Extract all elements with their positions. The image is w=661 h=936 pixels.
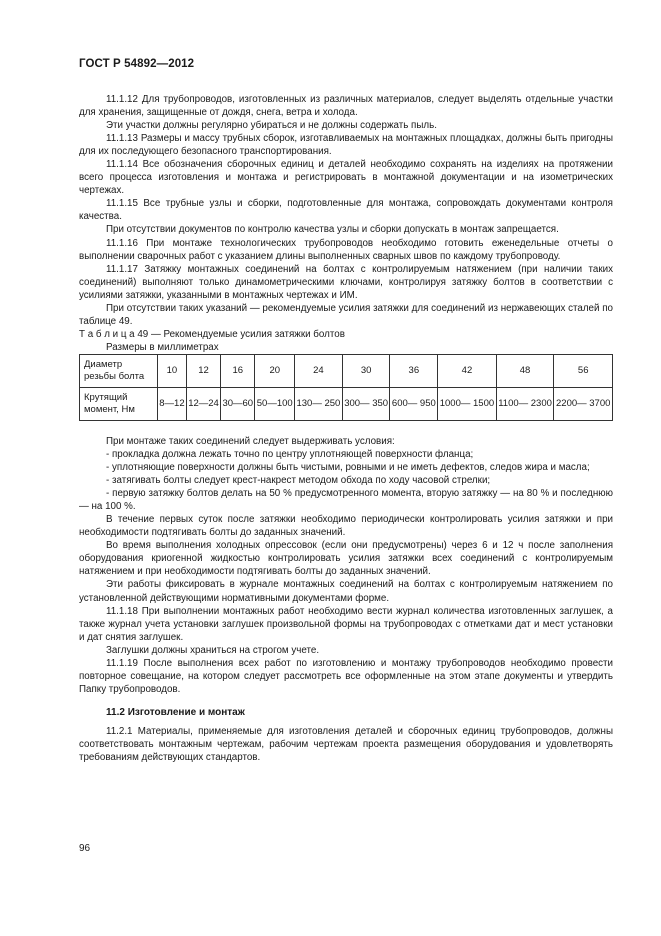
table-cell: 24	[295, 354, 343, 387]
bolt-torque-table	[79, 354, 613, 421]
page-content	[79, 93, 613, 764]
table-units: Размеры в миллиметрах	[106, 341, 219, 353]
table-cell: 30—60	[221, 387, 255, 420]
table-caption	[79, 328, 613, 341]
table-cell: 600— 950	[390, 387, 438, 420]
table-cell: 20	[255, 354, 295, 387]
document-header: ГОСТ Р 54892—2012	[79, 58, 195, 70]
paragraph-11-1-14: 11.1.14 Все обозначения сборочных единиц и деталей необходимо сохранять на изделиях на протяжении всего процесса изготовления и монтажа и регистрировать в монтажной документации и на изометрических чертежах.	[79, 159, 613, 197]
table-cell: 50—100	[255, 387, 295, 420]
paragraph: Заглушки должны храниться на строгом учете.	[106, 644, 320, 656]
list-item: - первую затяжку болтов делать на 50 % предусмотренного момента, вторую затяжку — на 80 % и последнюю — на 100 %.	[79, 488, 613, 513]
paragraph-11-1-12: 11.1.12 Для трубопроводов, изготовленных из различных материалов, следует выделять отдельные участки для хранения, защищенные от дождя, снега, ветра и холода.	[79, 94, 613, 119]
paragraph-11-1-16: 11.1.16 При монтаже технологических трубопроводов необходимо готовить еженедельные отчеты о выполнении сварочных работ с указанием длины выполненных сварных швов по каждому трубопроводу.	[79, 237, 613, 262]
page-number: 96	[79, 843, 91, 854]
table-cell: 300— 350	[342, 387, 390, 420]
table-cell: 30	[342, 354, 390, 387]
list-item: - уплотняющие поверхности должны быть чистыми, ровными и не иметь дефектов, следов жира и масла;	[106, 462, 590, 474]
table-row	[80, 387, 613, 420]
paragraph: В течение первых суток после затяжки необходимо периодически контролировать усилия затяжки и при необходимости подтягивать болты до заданных значений.	[79, 514, 613, 539]
paragraph-11-1-18: 11.1.18 При выполнении монтажных работ необходимо вести журнал количества изготовленных заглушек, а также журнал учета установки заглушек произвольной формы на трубопроводах с отметками дат и мест установки и дат снятия заглушек.	[79, 605, 613, 643]
table-cell: 1100— 2300	[496, 387, 554, 420]
paragraph-11-1-15: 11.1.15 Все трубные узлы и сборки, подготовленные для монтажа, сопровождать документами контроля качества.	[79, 198, 613, 223]
paragraph-11-1-13: 11.1.13 Размеры и массу трубных сборок, изготавливаемых на монтажных площадках, должны быть пригодны для их последующего безопасного транспортирования.	[79, 133, 613, 158]
section-heading: 11.2 Изготовление и монтаж	[106, 706, 245, 718]
table-cell: 56	[554, 354, 613, 387]
table-cell: 16	[221, 354, 255, 387]
list-item: - затягивать болты следует крест-накрест методом обхода по ходу часовой стрелки;	[106, 475, 491, 487]
table-cell: 12—24	[186, 387, 220, 420]
paragraph-11-1-19: 11.1.19 После выполнения всех работ по изготовлению и монтажу трубопроводов необходимо провести повторное совещание, на котором следует рассмотреть все оформленные на этом этапе документы и утвердить Папку трубопроводов.	[79, 657, 613, 695]
table-cell: 12	[186, 354, 220, 387]
paragraph: При отсутствии документов по контролю качества узлы и сборки допускать в монтаж запрещается.	[106, 224, 559, 236]
table-caption-prefix: Т а б л и ц а	[79, 328, 135, 340]
paragraph-11-1-17: 11.1.17 Затяжку монтажных соединений на болтах с контролируемым натяжением (при наличии таких соединений) выполняют только динамометрическими ключами, контролируя затяжку болтов в соответствии с усилиями затяжки, указанными в монтажных чертежах и ИМ.	[79, 263, 613, 301]
list-item: - прокладка должна лежать точно по центру уплотняющей поверхности фланца;	[106, 448, 474, 460]
table-cell: 36	[390, 354, 438, 387]
paragraph: При отсутствии таких указаний — рекомендуемые усилия затяжки для соединений из нержавеющих сталей по таблице 49.	[79, 302, 613, 327]
table-cell: 1000— 1500	[438, 387, 496, 420]
table-cell: 130— 250	[295, 387, 343, 420]
paragraph-11-2-1: 11.2.1 Материалы, применяемые для изготовления деталей и сборочных единиц трубопроводов, должны соответствовать монтажным чертежам, рабочим чертежам проекта размещения оборудования и удовлетворять требованиям действующих стандартов.	[79, 725, 613, 764]
table-row-label: Диаметр резьбы болта	[80, 354, 158, 387]
paragraph: При монтаже таких соединений следует выдерживать условия:	[106, 435, 395, 447]
table-cell: 8—12	[158, 387, 187, 420]
table-row-label: Крутящий момент, Нм	[80, 387, 158, 420]
paragraph: Эти участки должны регулярно убираться и не должны содержать пыль.	[106, 120, 437, 132]
table-cell: 2200— 3700	[554, 387, 613, 420]
paragraph: Эти работы фиксировать в журнале монтажных соединений на болтах с контролируемым натяжением по установленной действующими нормативными документами форме.	[79, 579, 613, 604]
table-caption-text: 49 — Рекомендуемые усилия затяжки болтов	[134, 328, 345, 340]
table-cell: 48	[496, 354, 554, 387]
table-cell: 10	[158, 354, 187, 387]
paragraph: Во время выполнения холодных опрессовок (если они предусмотрены) через 6 и 12 ч после заполнения оборудования криогенной жидкостью контролировать усилия затяжки всех соединений с контролируемым натяжением и при необходимости подтягивать болты до заданных значений.	[79, 540, 613, 578]
table-cell: 42	[438, 354, 496, 387]
table-row	[80, 354, 613, 387]
